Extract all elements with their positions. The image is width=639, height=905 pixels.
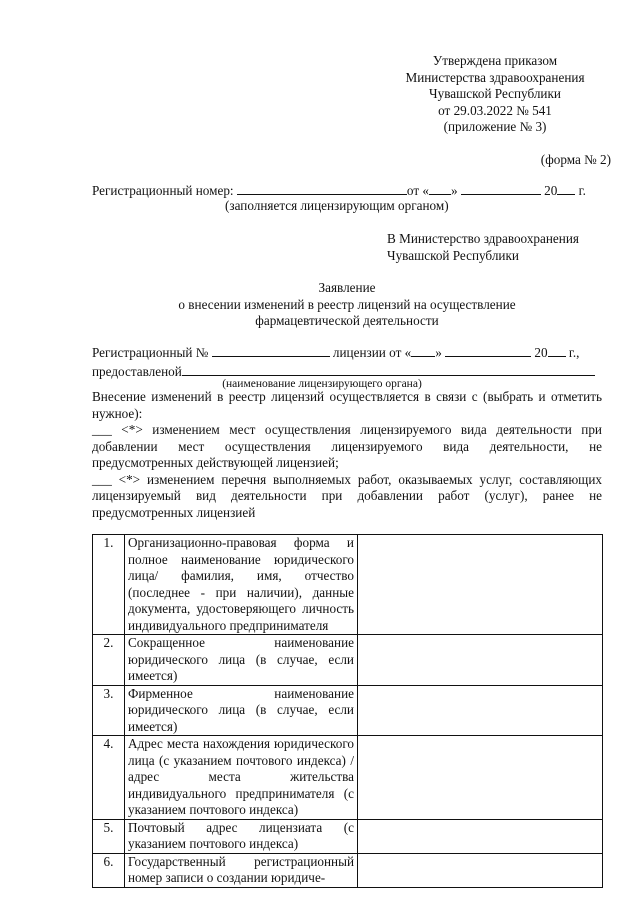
license-day-field[interactable] <box>411 343 435 357</box>
table-row <box>93 635 603 686</box>
title-line-1: Заявление <box>318 280 376 295</box>
registration-year-prefix: 20 <box>544 183 558 198</box>
addressee-block <box>387 231 579 264</box>
reason-option-2[interactable]: ___ <*> изменением перечня выполняемых работ, оказываемых услуг, составляющих лицензируемый вид деятельности при добавлении работ (услуг), ранее не предусмотренных лицензией <box>92 471 602 520</box>
registration-number-line <box>92 181 586 200</box>
approval-line-2: Министерства здравоохранения <box>405 69 585 85</box>
row-number: 3. <box>93 685 125 736</box>
row-label: Адрес места нахождения юридического лица (с указанием почтового индекса) /адрес места жительства индивидуального предпринимателя (с указанием почтового индекса) <box>125 736 358 820</box>
registration-month-field[interactable] <box>461 181 541 195</box>
licensing-authority-note: (наименование лицензирующего органа) <box>222 378 422 390</box>
license-label: Регистрационный № <box>92 345 209 360</box>
license-block <box>92 343 602 380</box>
row-value-field[interactable] <box>358 685 603 736</box>
license-year-prefix: 20 <box>534 345 548 360</box>
title-line-2: о внесении изменений в реестр лицензий на осуществление <box>178 296 516 312</box>
license-number-field[interactable] <box>212 343 330 357</box>
license-month-field[interactable] <box>445 343 531 357</box>
addressee-line-2: Чувашской Республики <box>387 247 519 263</box>
addressee-line-1: В Министерство здравоохранения <box>387 231 579 246</box>
row-value-field[interactable] <box>358 853 603 887</box>
registration-number-field[interactable] <box>237 181 407 195</box>
row-value-field[interactable] <box>358 819 603 853</box>
approval-line-1: Утверждена приказом <box>432 53 558 68</box>
row-number: 1. <box>93 535 125 635</box>
row-number: 5. <box>93 819 125 853</box>
registration-year-suffix: г. <box>578 183 586 198</box>
license-from: лицензии от « <box>332 345 412 360</box>
form-number: (форма № 2) <box>540 152 611 167</box>
row-value-field[interactable] <box>358 736 603 820</box>
applicant-info-table <box>92 534 603 888</box>
row-value-field[interactable] <box>358 635 603 686</box>
row-number: 2. <box>93 635 125 686</box>
row-label: Фирменное наименование юридического лица (в случае, если имеется) <box>125 685 358 736</box>
row-number: 6. <box>93 853 125 887</box>
approval-line-3: Чувашской Республики <box>429 86 561 101</box>
reason-section <box>92 389 602 521</box>
approval-line-5: (приложение № 3) <box>443 119 547 134</box>
registration-from: от « <box>406 183 429 198</box>
document-title <box>92 280 602 330</box>
reason-intro: Внесение изменений в реестр лицензий осуществляется в связи с (выбрать и отметить нужное): <box>92 389 602 421</box>
row-label: Почтовый адрес лицензиата (с указанием почтового индекса) <box>125 819 358 853</box>
approval-block <box>380 53 610 136</box>
table-row <box>93 853 603 887</box>
table-row <box>93 819 603 853</box>
registration-note: (заполняется лицензирующим органом) <box>225 198 449 213</box>
licensing-authority-field[interactable] <box>182 362 595 376</box>
title-line-3: фармацевтической деятельности <box>255 313 439 328</box>
registration-label: Регистрационный номер: <box>92 183 234 198</box>
license-close-quote: » <box>435 345 442 360</box>
row-number: 4. <box>93 736 125 820</box>
table-row <box>93 685 603 736</box>
registration-year-field[interactable] <box>557 181 575 195</box>
table-row <box>93 535 603 635</box>
registration-close-quote: » <box>450 183 458 198</box>
license-year-suffix: г., <box>568 345 580 360</box>
table-row <box>93 736 603 820</box>
row-label: Государственный регистрационный номер записи о создании юридиче- <box>125 853 358 887</box>
row-label: Сокращенное наименование юридического лица (в случае, если имеется) <box>125 635 358 686</box>
registration-day-field[interactable] <box>429 181 451 195</box>
provided-label: предоставленой <box>92 363 182 379</box>
license-number-line <box>92 343 602 362</box>
approval-line-4: от 29.03.2022 № 541 <box>438 102 552 118</box>
row-label: Организационно-правовая форма и полное наименование юридического лица/ фамилия, имя, отчество (последнее - при наличии), данные документа, удостоверяющего личность индивидуального предпринимателя <box>125 535 358 635</box>
row-value-field[interactable] <box>358 535 603 635</box>
license-year-field[interactable] <box>548 343 566 357</box>
reason-option-1[interactable]: ___ <*> изменением мест осуществления лицензируемого вида деятельности при добавлении мест осуществления лицензируемого вида деятельности, не предусмотренных действующей лицензией; <box>92 422 602 470</box>
